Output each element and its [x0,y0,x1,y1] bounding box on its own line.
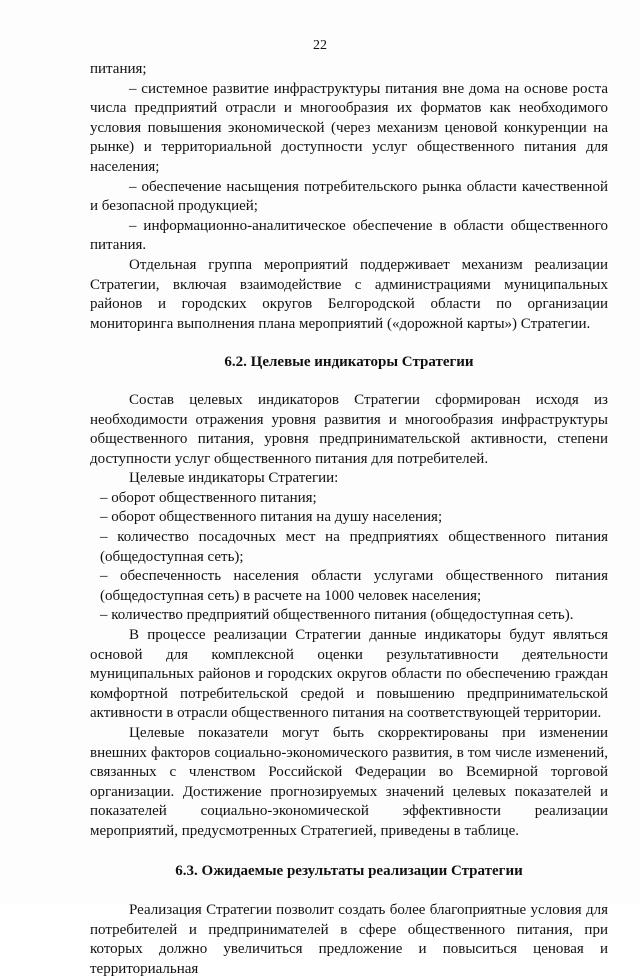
bullet-infrastructure: – системное развитие инфраструктуры питания вне дома на основе роста числа предприятий отрасли и многообразия их форматов как необходимого условия повышения экономической (через механизм ценовой конкуренции на рынке) и территориальной доступности услуг общественного питания для населения; [90,80,608,175]
heading-target-indicators: 6.2. Целевые индикаторы Стратегии [224,354,474,371]
indicator-enterprises: – количество предприятий общественного питания (общедоступная сеть). [100,607,574,624]
spacer [90,842,608,862]
indicator-seats: – количество посадочных мест на предприятиях общественного питания (общедоступная сеть); [100,529,608,565]
indicator-provision: – обеспеченность населения области услугами общественного питания (общедоступная сеть) в расчете на 1000 человек населения; [100,568,608,604]
paragraph-continuation: питания; [90,61,147,77]
spacer [90,881,608,901]
bullet-information: – информационно-аналитическое обеспечение в области общественного питания. [90,217,608,254]
paragraph-implementation-process: В процессе реализации Стратегии данные индикаторы будут являться основой для комплексной оценки результативности деятельности муниципальных районов и городских округов области по обеспечению граждан комфортной потребительской средой и повышению предпринимательской активности в отрасли общественного питания на соответствующей территории. [90,627,608,722]
bullet-saturation: – обеспечение насыщения потребительского рынка области качественной и безопасной продукцией; [90,178,608,215]
page-number: 22 [313,38,327,53]
paragraph-expected-results: Реализация Стратегии позволит создать более благоприятные условия для потребителей и предпринимателей в сфере общественного питания, при которых должно увеличиться предложение и повыситься ценовая и территориальная [90,902,608,977]
paragraph-activity-group: Отдельная группа мероприятий поддерживает механизм реализации Стратегии, включая взаимодействие с администрациями муниципальных районов и городских округов Белгородской области по организации мониторинга выполнения плана мероприятий («дорожной карты») Стратегии. [90,256,608,332]
page-content [90,60,608,980]
spacer [90,373,608,391]
indicator-turnover: – оборот общественного питания; [100,489,317,506]
paragraph-indicators-composition: Состав целевых индикаторов Стратегии сформирован исходя из необходимости отражения уровня развития и многообразия инфраструктуры общественного питания, уровня предпринимательской активности, степени доступности услуг общественного питания для потребителей. [90,391,608,467]
paragraph-indicators-list-title: Целевые индикаторы Стратегии: [129,470,339,487]
spacer [90,334,608,353]
indicator-turnover-per-capita: – оборот общественного питания на душу населения; [100,509,443,526]
heading-expected-results: 6.3. Ожидаемые результаты реализации Стратегии [175,862,523,879]
paragraph-target-adjustment: Целевые показатели могут быть скорректированы при изменении внешних факторов социально-экономического развития, в том числе изменений, связанных с членством Российской Федерации во Всемирной торговой организации. Достижение прогнозируемых значений целевых показателей и показателей социально-экономической эффективности реализации мероприятий, предусмотренных Стратегией, приведены в таблице. [90,725,608,839]
